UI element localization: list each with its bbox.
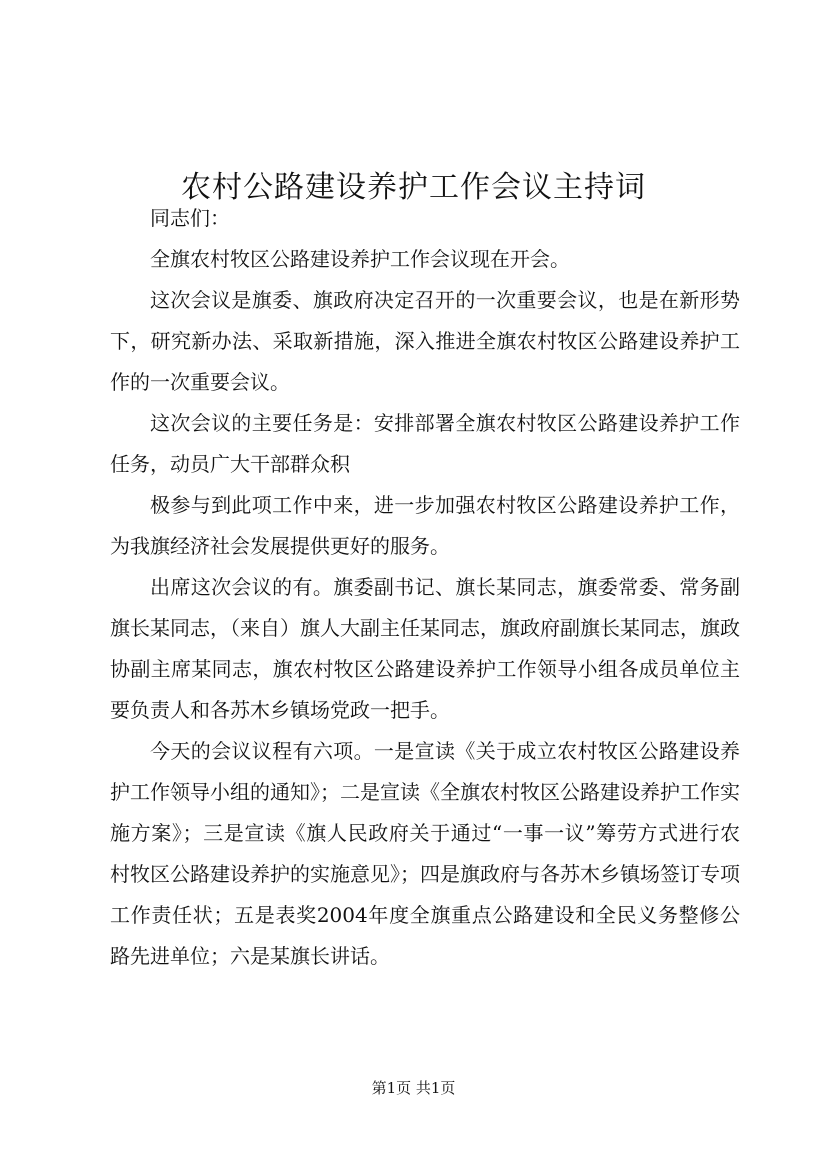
agenda-paragraph: 今天的会议议程有六项。一是宣读《关于成立农村牧区公路建设养护工作领导小组的通知》；二是宣读《全旗农村牧区公路建设养护工作实施方案》；三是宣读《旗人民政府关于通过“一事一议”筹劳方式进行农村牧区公路建设养护的实施意见》；四是旗政府与各苏木乡镇场签订专项工作责任状；五是表奖2004年度全旗重点公路建设和全民义务整修公路先进单位；六是某旗长讲话。: [110, 739, 740, 968]
document-body: [110, 198, 740, 977]
meeting-task-continued-paragraph: 极参与到此项工作中来，进一步加强农村牧区公路建设养护工作，为我旗经济社会发展提供更好的服务。: [110, 493, 740, 558]
meeting-task-paragraph: 这次会议的主要任务是：安排部署全旗农村牧区公路建设养护工作任务，动员广大干部群众积: [110, 411, 740, 476]
opening-paragraph: 全旗农村牧区公路建设养护工作会议现在开会。: [150, 247, 570, 271]
attendees-paragraph: 出席这次会议的有。旗委副书记、旗长某同志，旗委常委、常务副旗长某同志，（来自）旗人大副主任某同志，旗政府副旗长某同志，旗政协副主席某同志，旗农村牧区公路建设养护工作领导小组各成员单位主要负责人和各苏木乡镇场党政一把手。: [110, 575, 740, 722]
salutation-paragraph: 同志们：: [150, 206, 230, 230]
page-number-footer: 第1页 共1页: [371, 1079, 456, 1097]
document-title: 农村公路建设养护工作会议主持词: [181, 170, 646, 206]
meeting-importance-paragraph: 这次会议是旗委、旗政府决定召开的一次重要会议，也是在新形势下，研究新办法、采取新措施，深入推进全旗农村牧区公路建设养护工作的一次重要会议。: [110, 288, 740, 394]
